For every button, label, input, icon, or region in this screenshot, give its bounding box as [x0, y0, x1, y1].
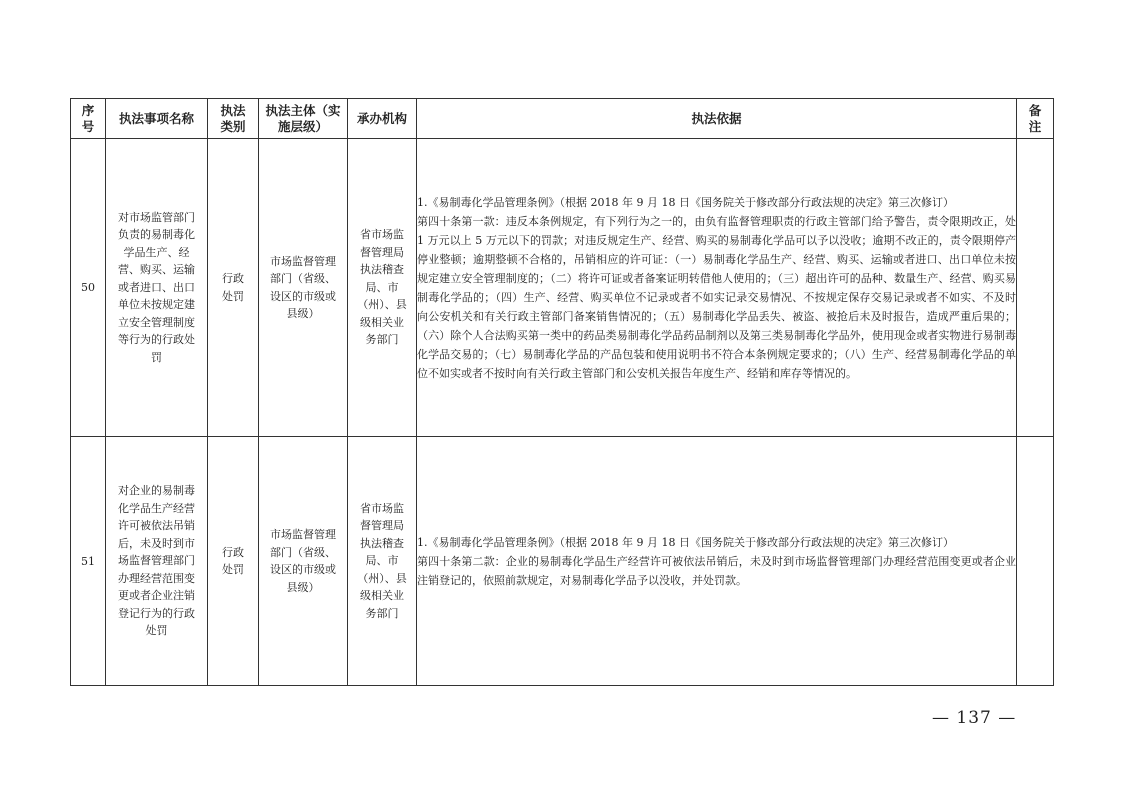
row-subject: 市场监督管理部门（省级、设区的市级或县级） [259, 437, 348, 686]
row-note [1017, 139, 1054, 437]
row-note [1017, 437, 1054, 686]
basis-regulation: 1.《易制毒化学品管理条例》（根据 2018 年 9 月 18 日《国务院关于修改部分行政法规的决定》第三次修订） [417, 535, 954, 549]
row-item-name: 对市场监管部门负责的易制毒化学品生产、经营、购买、运输或者进口、出口单位未按规定建立安全管理制度等行为的行政处罚 [106, 139, 208, 437]
basis-article: 第四十条第一款：违反本条例规定，有下列行为之一的，由负有监督管理职责的行政主管部门给予警告，责令限期改正，处 1 万元以上 5 万元以下的罚款；对违反规定生产、经营、购买的易制毒化学品可以予以没收；逾期不改正的，责令限期停产停业整顿；逾期整顿不合格的，吊销相应的许可证：（一）易制毒化学品生产、经营、购买、运输或者进口、出口单位未按规定建立安全管理制度的；（二）将许可证或者备案证明转借他人使用的；（三）超出许可的品种、数量生产、经营、购买易制毒化学品的；（四）生产、经营、购买单位不记录或者不如实记录交易情况、不按规定保存交易记录或者不如实、不及时向公安机关和有关行政主管部门备案销售情况的；（五）易制毒化学品丢失、被盗、被抢后未及时报告，造成严重后果的；（六）除个人合法购买第一类中的药品类易制毒化学品药品制剂以及第三类易制毒化学品外，使用现金或者实物进行易制毒化学品交易的；（七）易制毒化学品的产品包装和使用说明书不符合本条例规定要求的；（八）生产、经营易制毒化学品的单位不如实或者不按时向有关行政主管部门和公安机关报告年度生产、经销和库存等情况的。 [417, 214, 1016, 380]
header-organ: 承办机构 [348, 99, 417, 139]
row-item-name: 对企业的易制毒化学品生产经营许可被依法吊销后，未及时到市场监督管理部门办理经营范围变更或者企业注销登记行为的行政处罚 [106, 437, 208, 686]
table-row [71, 437, 1054, 686]
row-category: 行政处罚 [208, 139, 259, 437]
row-number: 50 [71, 139, 106, 437]
row-basis [417, 437, 1017, 686]
header-row [71, 99, 1054, 139]
header-name: 执法事项名称 [106, 99, 208, 139]
row-basis [417, 139, 1017, 437]
table-row [71, 139, 1054, 437]
header-note: 备注 [1017, 99, 1054, 139]
basis-regulation: 1.《易制毒化学品管理条例》（根据 2018 年 9 月 18 日《国务院关于修改部分行政法规的决定》第三次修订） [417, 195, 954, 209]
row-organ: 省市场监督管理局执法稽查局、市（州）、县级相关业务部门 [348, 139, 417, 437]
row-category: 行政处罚 [208, 437, 259, 686]
header-basis: 执法依据 [417, 99, 1017, 139]
row-number: 51 [71, 437, 106, 686]
enforcement-table [70, 98, 1054, 686]
row-subject: 市场监督管理部门（省级、设区的市级或县级） [259, 139, 348, 437]
header-subject: 执法主体（实施层级） [259, 99, 348, 139]
basis-article: 第四十条第二款：企业的易制毒化学品生产经营许可被依法吊销后，未及时到市场监督管理部门办理经营范围变更或者企业注销登记的，依照前款规定，对易制毒化学品予以没收，并处罚款。 [417, 554, 1016, 587]
header-category: 执法类别 [208, 99, 259, 139]
header-num: 序号 [71, 99, 106, 139]
row-organ: 省市场监督管理局执法稽查局、市（州）、县级相关业务部门 [348, 437, 417, 686]
page-number: — 137 — [932, 708, 1017, 728]
